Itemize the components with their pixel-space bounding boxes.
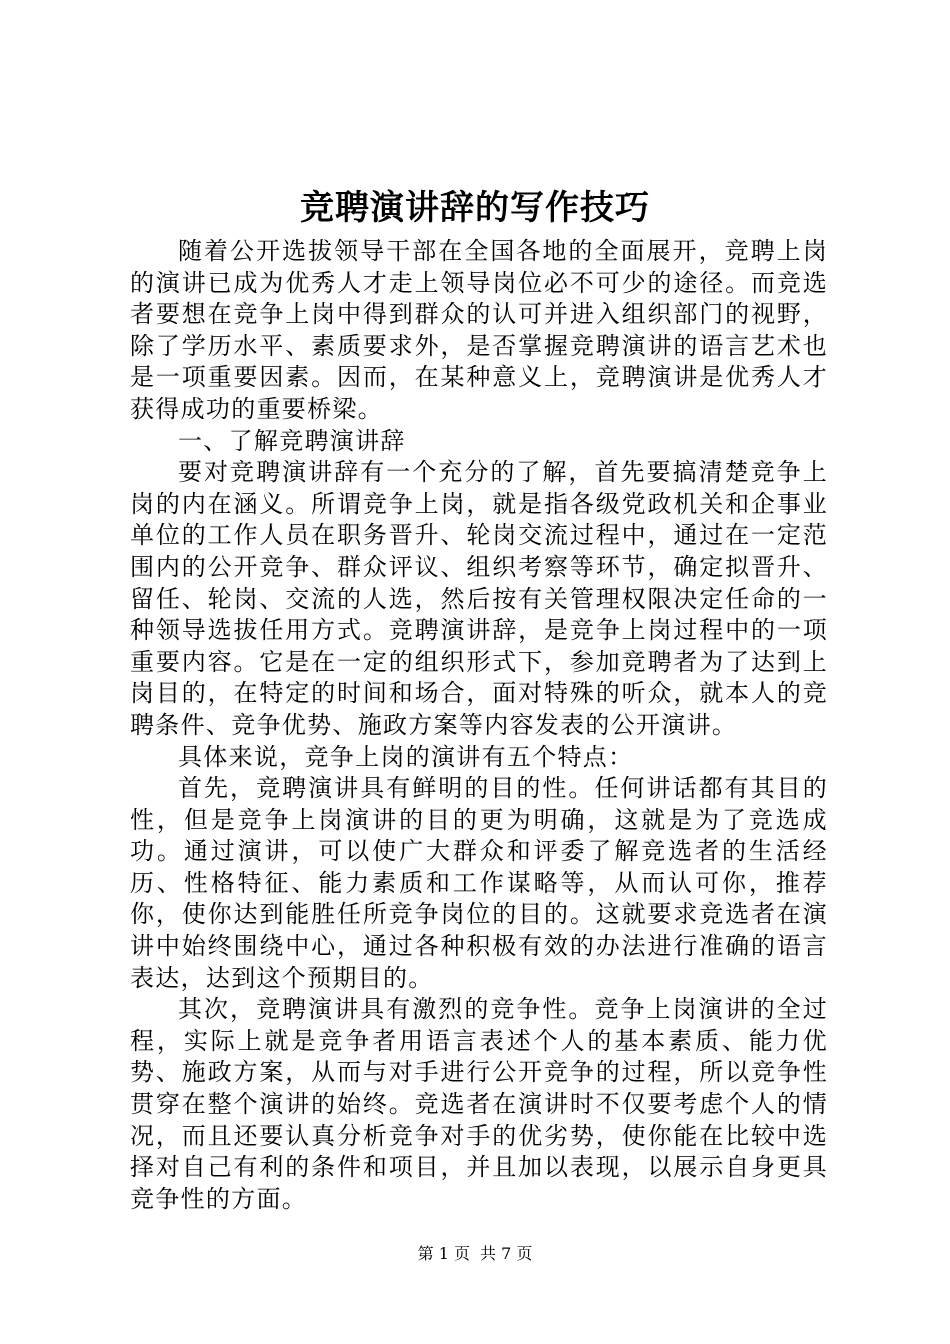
page-total: 共 7 页 (480, 1244, 533, 1263)
paragraph-definition: 要对竞聘演讲辞有一个充分的了解，首先要搞清楚竞争上岗的内在涵义。所谓竞争上岗，就是指各级党政机关和企事业单位的工作人员在职务晋升、轮岗交流过程中，通过在一定范围内的公开竞争、群众评议、组织考察等环节，确定拟晋升、留任、轮岗、交流的人选，然后按有关管理权限决定任命的一种领导选拔任用方式。竞聘演讲辞，是竞争上岗过程中的一项重要内容。它是在一定的组织形式下，参加竞聘者为了达到上岗目的，在特定的时间和场合，面对特殊的听众，就本人的竞聘条件、竞争优势、施政方案等内容发表的公开演讲。 (130, 458, 828, 739)
page-footer (0, 1243, 950, 1265)
page-number: 第 1 页 (417, 1244, 470, 1263)
paragraph-second-feature: 其次，竞聘演讲具有激烈的竞争性。竞争上岗演讲的全过程，实际上就是竞争者用语言表述个人的基本素质、能力优势、施政方案，从而与对手进行公开竞争的过程，所以竞争性贯穿在整个演讲的始终。竞选者在演讲时不仅要考虑个人的情况，而且还要认真分析竞争对手的优劣势，使你能在比较中选择对自己有利的条件和项目，并且加以表现，以展示自身更具竞争性的方面。 (130, 995, 828, 1213)
paragraph-features-intro: 具体来说，竞争上岗的演讲有五个特点： (178, 742, 634, 771)
paragraph-intro: 随着公开选拔领导干部在全国各地的全面展开，竞聘上岗的演讲已成为优秀人才走上领导岗位必不可少的途径。而竞选者要想在竞争上岗中得到群众的认可并进入组织部门的视野，除了学历水平、素质要求外，是否掌握竞聘演讲的语言艺术也是一项重要因素。因而，在某种意义上，竞聘演讲是优秀人才获得成功的重要桥梁。 (130, 237, 828, 423)
document-body (130, 236, 828, 1215)
paragraph-first-feature: 首先，竞聘演讲具有鲜明的目的性。任何讲话都有其目的性，但是竞争上岗演讲的目的更为明确，这就是为了竞选成功。通过演讲，可以使广大群众和评委了解竞选者的生活经历、性格特征、能力素质和工作谋略等，从而认可你，推荐你，使你达到能胜任所竞争岗位的目的。这就要求竞选者在演讲中始终围绕中心，通过各种积极有效的办法进行准确的语言表达，达到这个预期目的。 (130, 774, 828, 992)
document-title: 竞聘演讲辞的写作技巧 (300, 188, 650, 228)
section-heading: 一、了解竞聘演讲辞 (178, 426, 406, 455)
